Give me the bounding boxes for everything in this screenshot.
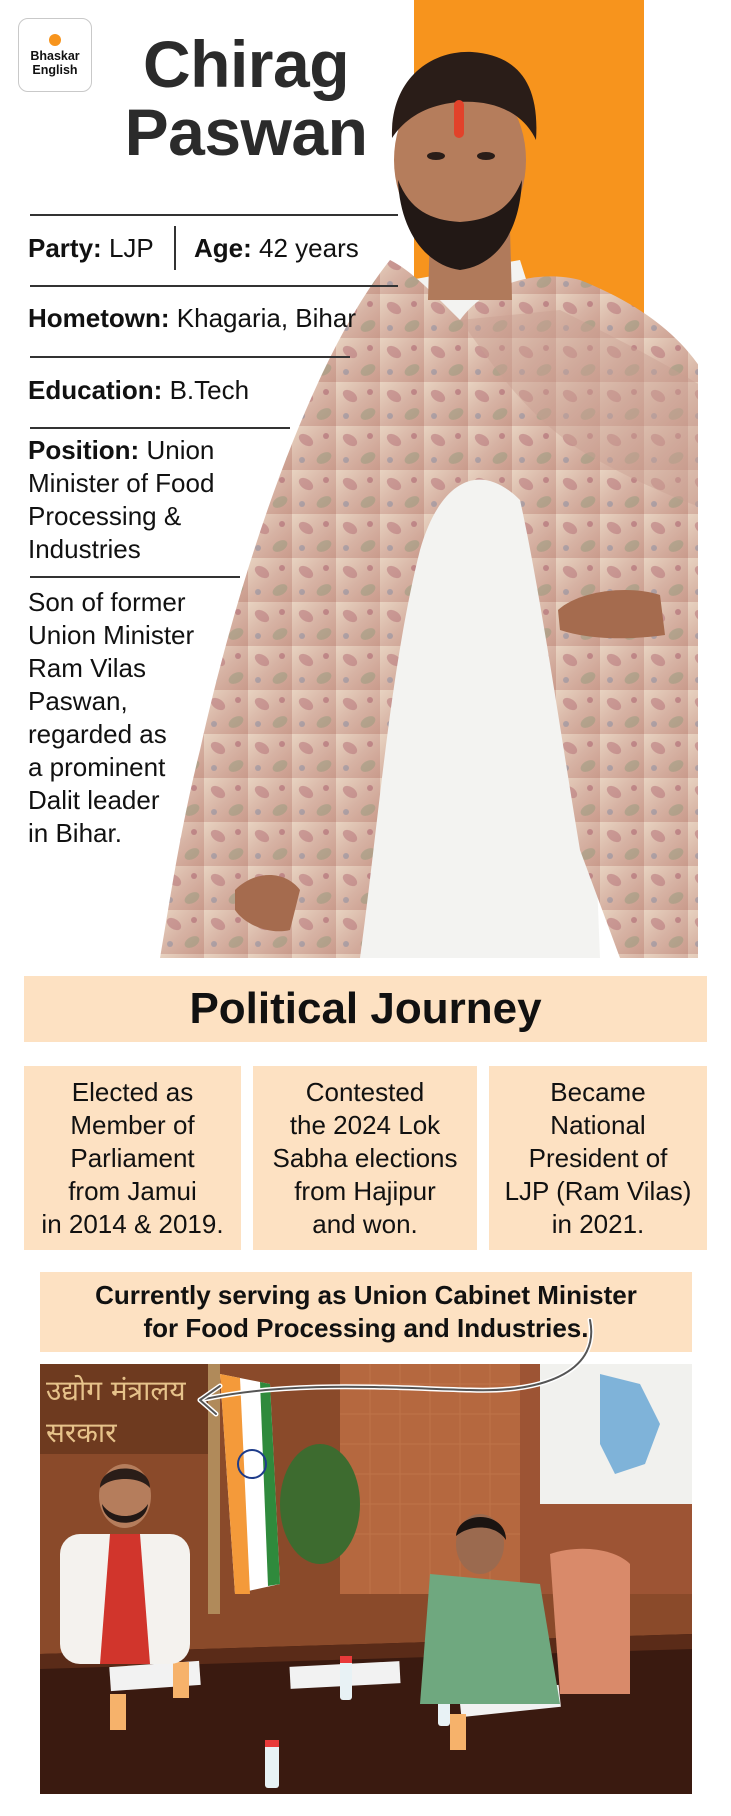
title-first-name: Chirag	[142, 27, 350, 101]
bio-line: regarded as	[28, 719, 167, 749]
bhaskar-english-logo	[18, 18, 92, 92]
bio-line: Dalit leader	[28, 785, 160, 815]
title-last-name: Paswan	[124, 95, 368, 169]
divider	[30, 214, 398, 216]
position-label: Position:	[28, 435, 140, 465]
bio-line: Son of former	[28, 587, 186, 617]
card-line: Member of	[70, 1109, 195, 1140]
position-line: Industries	[28, 534, 141, 564]
card-line: in 2021.	[551, 1208, 645, 1239]
journey-card-mp	[24, 1066, 241, 1250]
card-line: Sabha elections	[272, 1142, 458, 1173]
bio-line: Ram Vilas	[28, 653, 147, 683]
card-line: Elected as	[71, 1076, 194, 1107]
education-field	[28, 374, 249, 407]
age-value: 42 years	[259, 233, 359, 263]
sign-line-2: सरकार	[46, 1416, 117, 1449]
party-value: LJP	[108, 233, 154, 263]
logo-line-1: Bhaskar	[30, 48, 80, 63]
card-line: Contested	[305, 1076, 425, 1107]
age-field	[194, 232, 359, 265]
card-line: the 2024 Lok	[289, 1109, 441, 1140]
current-line: for Food Processing and Industries.	[143, 1313, 589, 1343]
divider	[30, 285, 398, 287]
field-separator	[174, 226, 176, 270]
education-value: B.Tech	[169, 375, 250, 405]
position-line: Processing &	[28, 501, 182, 531]
hometown-field	[28, 302, 356, 335]
card-line: and won.	[312, 1208, 418, 1239]
party-field	[28, 232, 154, 265]
journey-card-lok-sabha	[253, 1066, 477, 1250]
card-line: National	[550, 1109, 646, 1140]
position-line: Union	[146, 435, 215, 465]
party-label: Party:	[28, 233, 102, 263]
education-label: Education:	[28, 375, 163, 405]
current-line: Currently serving as Union Cabinet Minister	[95, 1280, 637, 1310]
logo-dot-icon	[49, 34, 61, 46]
journey-card-president	[489, 1066, 707, 1250]
hometown-value: Khagaria, Bihar	[176, 303, 357, 333]
curved-arrow-icon	[170, 1318, 610, 1448]
bio-line: a prominent	[28, 752, 166, 782]
card-line: President of	[528, 1142, 668, 1173]
bio-text	[28, 586, 228, 850]
card-line: from Hajipur	[294, 1175, 436, 1206]
divider	[30, 427, 290, 429]
logo-line-2: English	[32, 62, 78, 77]
bio-line: Union Minister	[28, 620, 195, 650]
page-title	[96, 27, 396, 169]
card-line: in 2014 & 2019.	[41, 1208, 224, 1239]
political-journey-heading: Political Journey	[24, 976, 707, 1042]
age-label: Age:	[194, 233, 252, 263]
bio-line: Paswan,	[28, 686, 128, 716]
card-line: from Jamui	[68, 1175, 197, 1206]
card-line: LJP (Ram Vilas)	[504, 1175, 692, 1206]
divider	[30, 576, 240, 578]
divider	[30, 356, 350, 358]
card-line: Became	[550, 1076, 646, 1107]
hometown-label: Hometown:	[28, 303, 170, 333]
bio-line: in Bihar.	[28, 818, 122, 848]
position-line: Minister of Food	[28, 468, 215, 498]
card-line: Parliament	[70, 1142, 195, 1173]
sign-line-1: उद्योग मंत्रालय	[46, 1374, 186, 1407]
position-field	[28, 434, 248, 566]
